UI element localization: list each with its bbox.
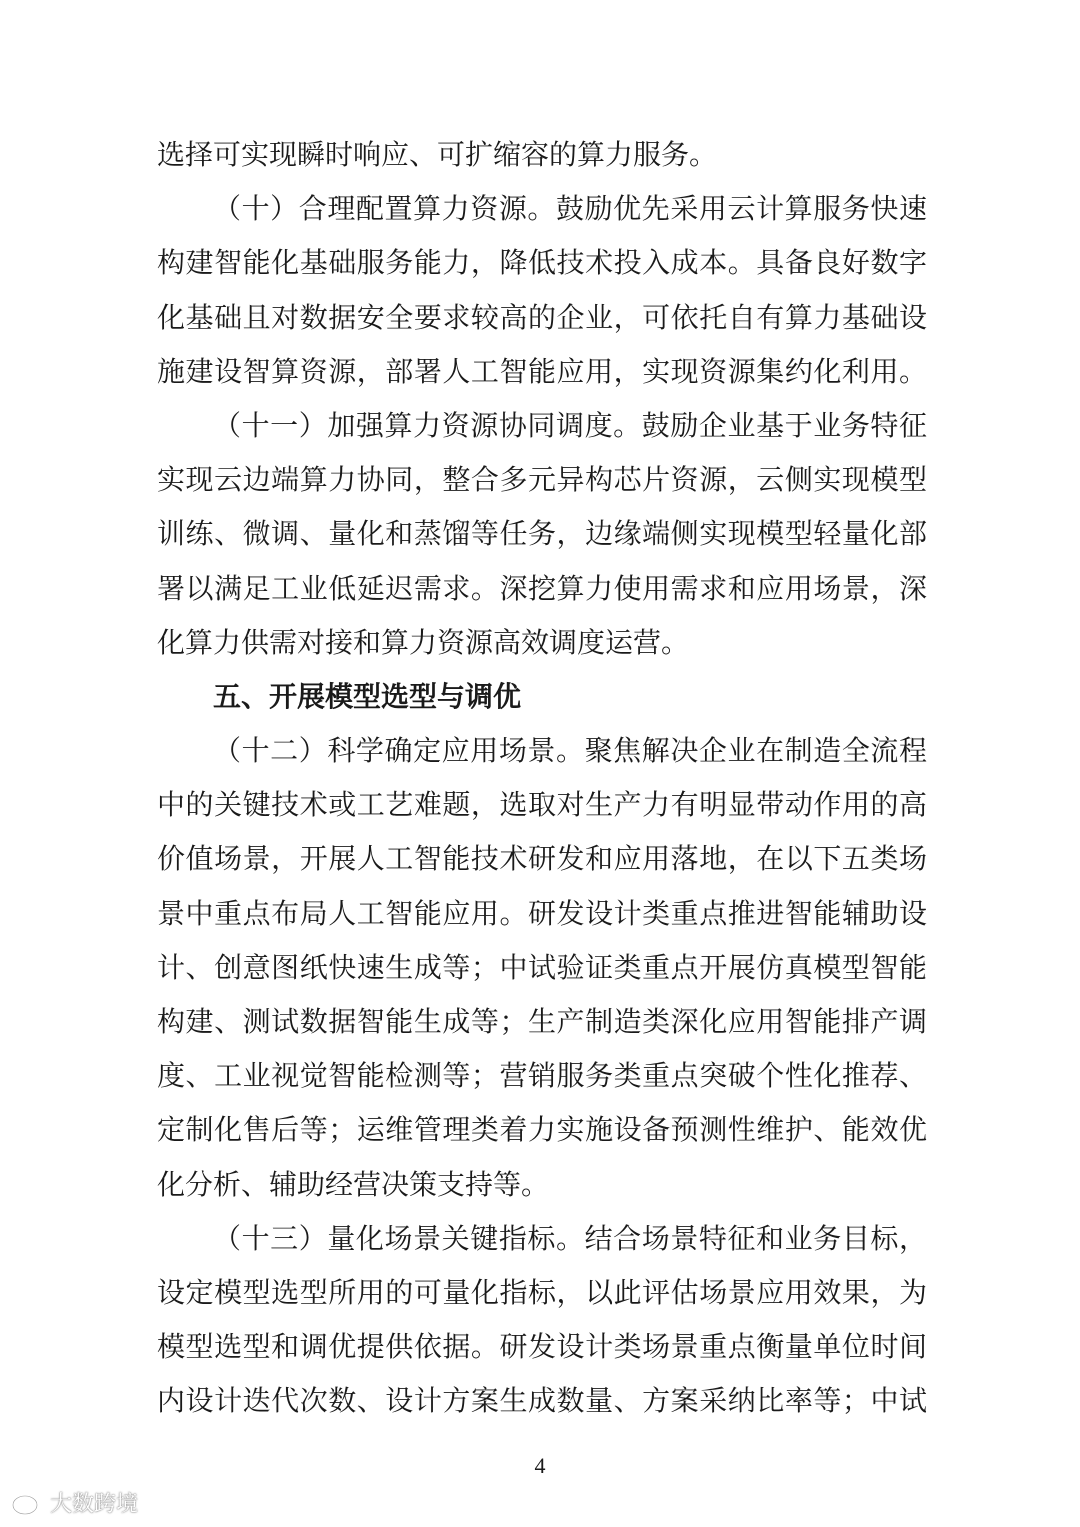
paragraph-line: （十一）加强算力资源协同调度。鼓励企业基于业务特征	[213, 408, 927, 442]
paragraph-line: 模型选型和调优提供依据。研发设计类场景重点衡量单位时间	[157, 1330, 927, 1364]
paragraph-line: 构建智能化基础服务能力，降低技术投入成本。具备良好数字	[157, 246, 927, 280]
body-text	[157, 128, 927, 1429]
paragraph-line: 内设计迭代次数、设计方案生成数量、方案采纳比率等；中试	[157, 1384, 927, 1418]
paragraph-line: 化基础且对数据安全要求较高的企业，可依托自有算力基础设	[157, 300, 927, 334]
paragraph-line: （十三）量化场景关键指标。结合场景特征和业务目标，	[213, 1221, 927, 1255]
paragraph-line: 训练、微调、量化和蒸馏等任务，边缘端侧实现模型轻量化部	[157, 517, 927, 551]
paragraph-line: 化分析、辅助经营决策支持等。	[157, 1167, 550, 1201]
paragraph-line: （十）合理配置算力资源。鼓励优先采用云计算服务快速	[213, 192, 927, 226]
watermark	[10, 1485, 138, 1519]
paragraph-line: 署以满足工业低延迟需求。深挖算力使用需求和应用场景，深	[157, 571, 927, 605]
paragraph-line: 实现云边端算力协同，整合多元异构芯片资源，云侧实现模型	[157, 463, 927, 497]
paragraph-line: 设定模型选型所用的可量化指标，以此评估场景应用效果，为	[157, 1275, 927, 1309]
paragraph-line: 度、工业视觉智能检测等；营销服务类重点突破个性化推荐、	[157, 1059, 927, 1093]
section-heading: 五、开展模型选型与调优	[213, 679, 522, 713]
paragraph-line: 构建、测试数据智能生成等；生产制造类深化应用智能排产调	[157, 1005, 927, 1038]
weibo-logo-icon	[10, 1487, 46, 1517]
paragraph-line: 价值场景，开展人工智能技术研发和应用落地，在以下五类场	[157, 842, 927, 876]
page-number: 4	[534, 1453, 546, 1478]
paragraph-line: 施建设智算资源，部署人工智能应用，实现资源集约化利用。	[157, 354, 927, 388]
paragraph-line: 化算力供需对接和算力资源高效调度运营。	[157, 625, 690, 659]
paragraph-line: 选择可实现瞬时响应、可扩缩容的算力服务。	[157, 138, 718, 171]
paragraph-line: 景中重点布局人工智能应用。研发设计类重点推进智能辅助设	[157, 896, 927, 930]
paragraph-line: 定制化售后等；运维管理类着力实施设备预测性维护、能效优	[157, 1113, 927, 1147]
watermark-text: 大数跨境	[50, 1491, 139, 1517]
paragraph-line: 中的关键技术或工艺难题，选取对生产力有明显带动作用的高	[157, 788, 927, 822]
paragraph-line: 计、创意图纸快速生成等；中试验证类重点开展仿真模型智能	[157, 950, 927, 984]
paragraph-line: （十二）科学确定应用场景。聚焦解决企业在制造全流程	[213, 734, 927, 768]
